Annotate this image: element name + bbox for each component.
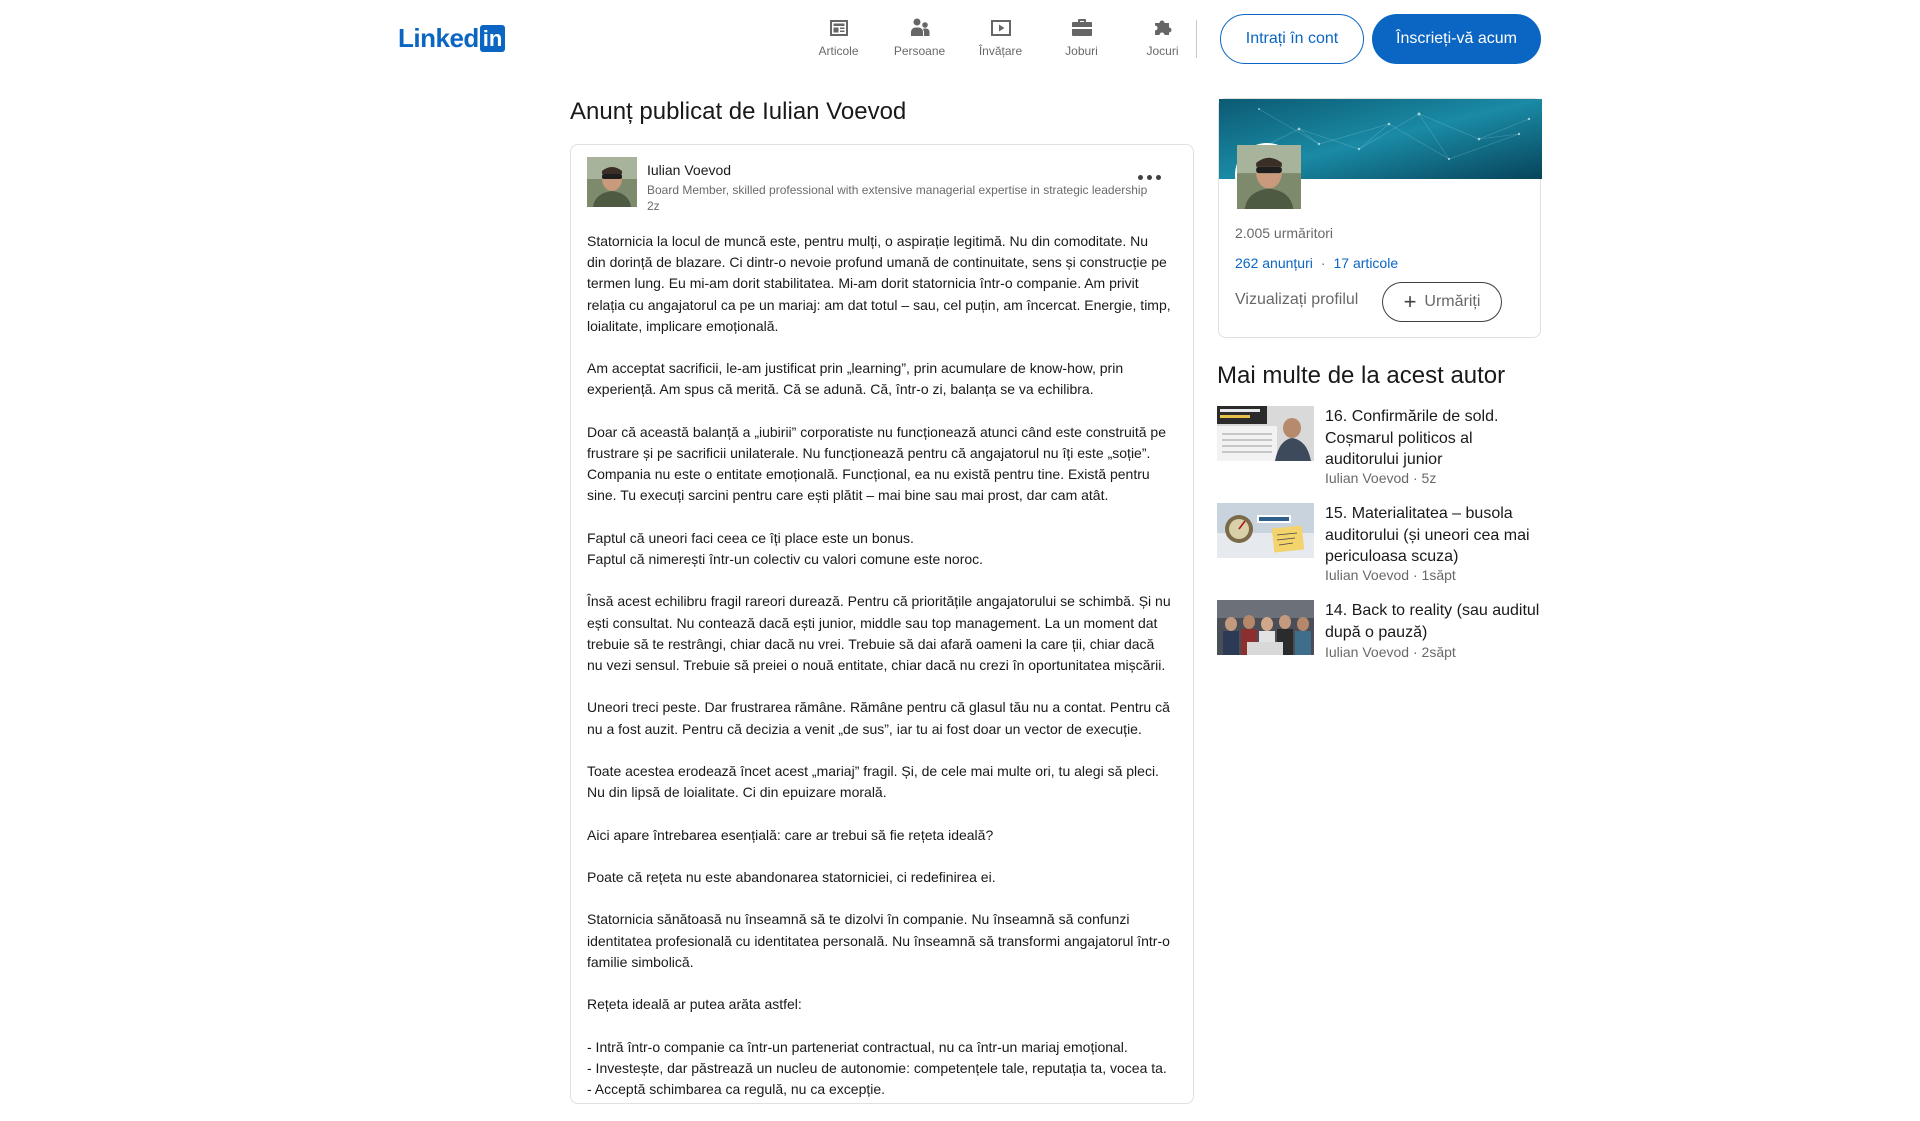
article-thumbnail (1217, 503, 1314, 558)
post-text-line: relația cu angajatorul ca pe un mariaj: am dat totul – sau, cel puțin, am încercat. Energie, timp, (587, 296, 1171, 313)
nav-learning[interactable] (960, 16, 1041, 58)
post-text-line: din dorință de blazare. Ci dintr-o nevoie profund umană de continuitate, sens și construcție pe (587, 254, 1167, 271)
article-author: Iulian Voevod (1325, 644, 1410, 660)
follow-button[interactable] (1382, 282, 1502, 322)
post-paragraph (587, 867, 1183, 888)
more-article-item[interactable] (1217, 406, 1541, 486)
article-title[interactable]: 14. Back to reality (sau auditul după o pauză) (1325, 602, 1540, 641)
post-card (570, 144, 1194, 1104)
post-paragraph (587, 591, 1183, 676)
articles-icon (827, 16, 851, 40)
nav-articles-label: Articole (818, 44, 859, 58)
post-paragraph (587, 825, 1183, 846)
nav-games-label: Jocuri (1146, 44, 1179, 58)
posts-count-link[interactable]: 262 anunțuri (1235, 255, 1313, 271)
post-text-line: - Intră într-o companie ca într-un parteneriat contractual, nu ca într-un mariaj emoțional. (587, 1038, 1128, 1055)
games-icon (1151, 16, 1175, 40)
post-body (587, 231, 1183, 1121)
post-text-line: - Investește, dar păstrează un nucleu de autonomie: competențele tale, reputația ta, vocea ta. (587, 1059, 1167, 1076)
post-text-line: identitatea profesională cu identitatea personală. Nu înseamnă să transformi angajatorul într-o (587, 932, 1170, 949)
post-text-line: nu a fost auzit. Pentru că decizia a venit „de sus”, iar tu ai fost doar un vector de execuție. (587, 720, 1142, 737)
post-paragraph (587, 761, 1183, 803)
separator-dot: · (1412, 567, 1422, 583)
article-time: 5z (1421, 470, 1437, 486)
jobs-icon (1070, 16, 1094, 40)
post-text-line: Nu din lipsă de loialitate. Ci din epuizare morală. (587, 784, 887, 801)
logo-wordmark: Linked (398, 22, 479, 53)
post-text-line: Aici apare întrebarea esențială: care ar trebui să fie rețeta ideală? (587, 826, 994, 843)
more-dot-icon (1156, 175, 1161, 180)
post-paragraph (587, 909, 1183, 973)
article-author: Iulian Voevod (1325, 567, 1410, 583)
separator-dot: · (1412, 470, 1422, 486)
article-title[interactable]: 15. Materialitatea – busola auditorului (și uneori cea mai periculoasa scuza) (1325, 505, 1530, 565)
article-image-icon (1217, 600, 1314, 655)
more-article-item[interactable] (1217, 503, 1541, 583)
top-header (0, 0, 1920, 76)
people-icon (908, 16, 932, 40)
post-text-line: familie simbolică. (587, 953, 694, 970)
article-meta (1325, 644, 1456, 660)
post-text-line: Statornicia la locul de muncă este, pentru mulți, o aspirație legitimă. Nu din comoditate. Nu (587, 233, 1149, 249)
nav-jobs-label: Joburi (1065, 44, 1098, 58)
post-text-line: frustrare și pe sacrificii unilaterale. Nu funcționează pentru că angajatorul nu îți este „soție”. (587, 445, 1151, 461)
follow-button-label: Urmăriți (1424, 293, 1481, 310)
post-text-line: ești consultat. Nu contează dacă ești junior, middle sau top management. La un moment dat (587, 614, 1158, 631)
article-title[interactable]: 16. Confirmările de sold. Coșmarul politicos al auditorului junior (1325, 408, 1499, 468)
post-menu-button[interactable] (1133, 167, 1165, 187)
post-text-line: Poate că rețeta nu este abandonarea statorniciei, ci redefinirea ei. (587, 868, 996, 885)
nav-people-label: Persoane (893, 44, 946, 58)
more-article-item[interactable] (1217, 600, 1541, 670)
article-image-icon (1217, 406, 1314, 461)
post-text-line: Statornicia sănătoasă nu înseamnă să te dizolvi în companie. Nu înseamnă să confunzi (587, 911, 1130, 928)
main-nav (798, 16, 1203, 58)
post-text-line: Am acceptat sacrificii, le-am justificat prin „learning”, prin acumulare de know-how, prin (587, 360, 1124, 377)
more-from-author-title: Mai multe de la acest autor (1217, 362, 1506, 389)
article-time: 2săpt (1421, 644, 1456, 660)
more-dot-icon (1147, 175, 1152, 180)
articles-count-link[interactable]: 17 articole (1333, 255, 1399, 271)
post-text-line: - Acceptă schimbarea ca regulă, nu ca excepție. (587, 1080, 886, 1097)
separator-dot: · (1320, 255, 1326, 271)
signin-button[interactable]: Intrați în cont (1220, 14, 1364, 64)
linkedin-logo[interactable] (398, 24, 505, 52)
profile-stats (1235, 255, 1398, 271)
article-meta (1325, 470, 1436, 486)
post-text-line: Compania nu este o entitate emoțională. Funcțional, ea nu există pentru tine. Există pentru (587, 466, 1150, 483)
article-time: 1săpt (1421, 567, 1456, 583)
view-profile-link[interactable]: Vizualizați profilul (1235, 291, 1359, 308)
nav-learning-label: Învățare (978, 44, 1023, 58)
join-now-button[interactable]: Înscrieți-vă acum (1372, 14, 1541, 64)
post-text-line: Rețeta ideală ar putea arăta astfel: (587, 996, 802, 1013)
post-author-headline: Board Member, skilled professional with extensive managerial expertise in strategic leadership (647, 183, 1148, 197)
article-image-icon (1217, 503, 1314, 558)
nav-games[interactable] (1122, 16, 1203, 58)
post-text-line: loialitate, implicare emoțională. (587, 317, 779, 334)
post-author-name[interactable]: Iulian Voevod (647, 162, 732, 178)
post-paragraph (587, 231, 1183, 337)
article-author: Iulian Voevod (1325, 470, 1410, 486)
post-paragraph (587, 358, 1183, 400)
followers-count: 2.005 urmăritori (1235, 225, 1334, 241)
post-time: 2z (647, 199, 660, 213)
post-text-line: trebuie să te restrângi, chiar dacă nu vrei. Trebuie să dai afară oameni la care ții, chiar dacă (587, 635, 1155, 652)
post-paragraph (587, 528, 1183, 570)
nav-divider (1196, 20, 1197, 58)
post-paragraph (587, 1037, 1183, 1101)
post-text-line: Doar că această balanță a „iubirii” corporatiste nu funcționează atunci când este construită pe (587, 423, 1167, 440)
plus-icon: + (1403, 289, 1417, 314)
nav-jobs[interactable] (1041, 16, 1122, 58)
post-text-line: Însă acest echilibru fragil rareori durează. Pentru că prioritățile angajatorului se schimbă. Și nu (587, 593, 1171, 610)
post-text-line: nu vezi sensul. Trebuie să preiei o nouă entitate, chiar dacă nu crezi în oportunitatea mișcării. (587, 657, 1166, 673)
post-text-line: Faptul că uneori faci ceea ce îți place este un bonus. (587, 529, 914, 546)
post-text-line: sine. Tu execuți sarcini pentru care ești plătit – mai bine sau mai prost, dar cam atât. (587, 487, 1109, 504)
page-title: Anunț publicat de Iulian Voevod (570, 98, 907, 125)
post-paragraph (587, 994, 1183, 1015)
post-paragraph (587, 422, 1183, 507)
post-text-line: Faptul că nimerești într-un colectiv cu valori comune este noroc. (587, 551, 984, 567)
separator-dot: · (1412, 644, 1422, 660)
post-text-line: termen lung. Eu mi-am dorit stabilitatea. Mi-am dorit statornicia într-o companie. Am privit (587, 275, 1139, 292)
article-thumbnail (1217, 600, 1314, 655)
nav-articles[interactable] (798, 16, 879, 58)
post-paragraph (587, 697, 1183, 739)
article-meta (1325, 567, 1456, 583)
logo-in-box: in (480, 25, 506, 52)
post-text-line: Toate acestea erodează încet acest „mariaj” fragil. Și, de cele mai multe ori, tu alegi să pleci. (587, 762, 1159, 779)
post-text-line: Uneori treci peste. Dar frustrarea rămâne. Rămâne pentru că glasul tău nu a contat. Pentru că (587, 699, 1170, 716)
article-thumbnail (1217, 406, 1314, 461)
author-profile-card (1218, 98, 1541, 338)
post-text-line: experiență. Am spus că merită. Că se adună. Că, într-o zi, balanța se va echilibra. (587, 381, 1094, 398)
profile-avatar[interactable] (1235, 143, 1299, 207)
author-photo-icon (587, 157, 637, 207)
author-avatar[interactable] (587, 157, 637, 207)
nav-people[interactable] (879, 16, 960, 58)
profile-photo-icon (1237, 145, 1301, 209)
more-dot-icon (1138, 175, 1143, 180)
learning-icon (989, 16, 1013, 40)
